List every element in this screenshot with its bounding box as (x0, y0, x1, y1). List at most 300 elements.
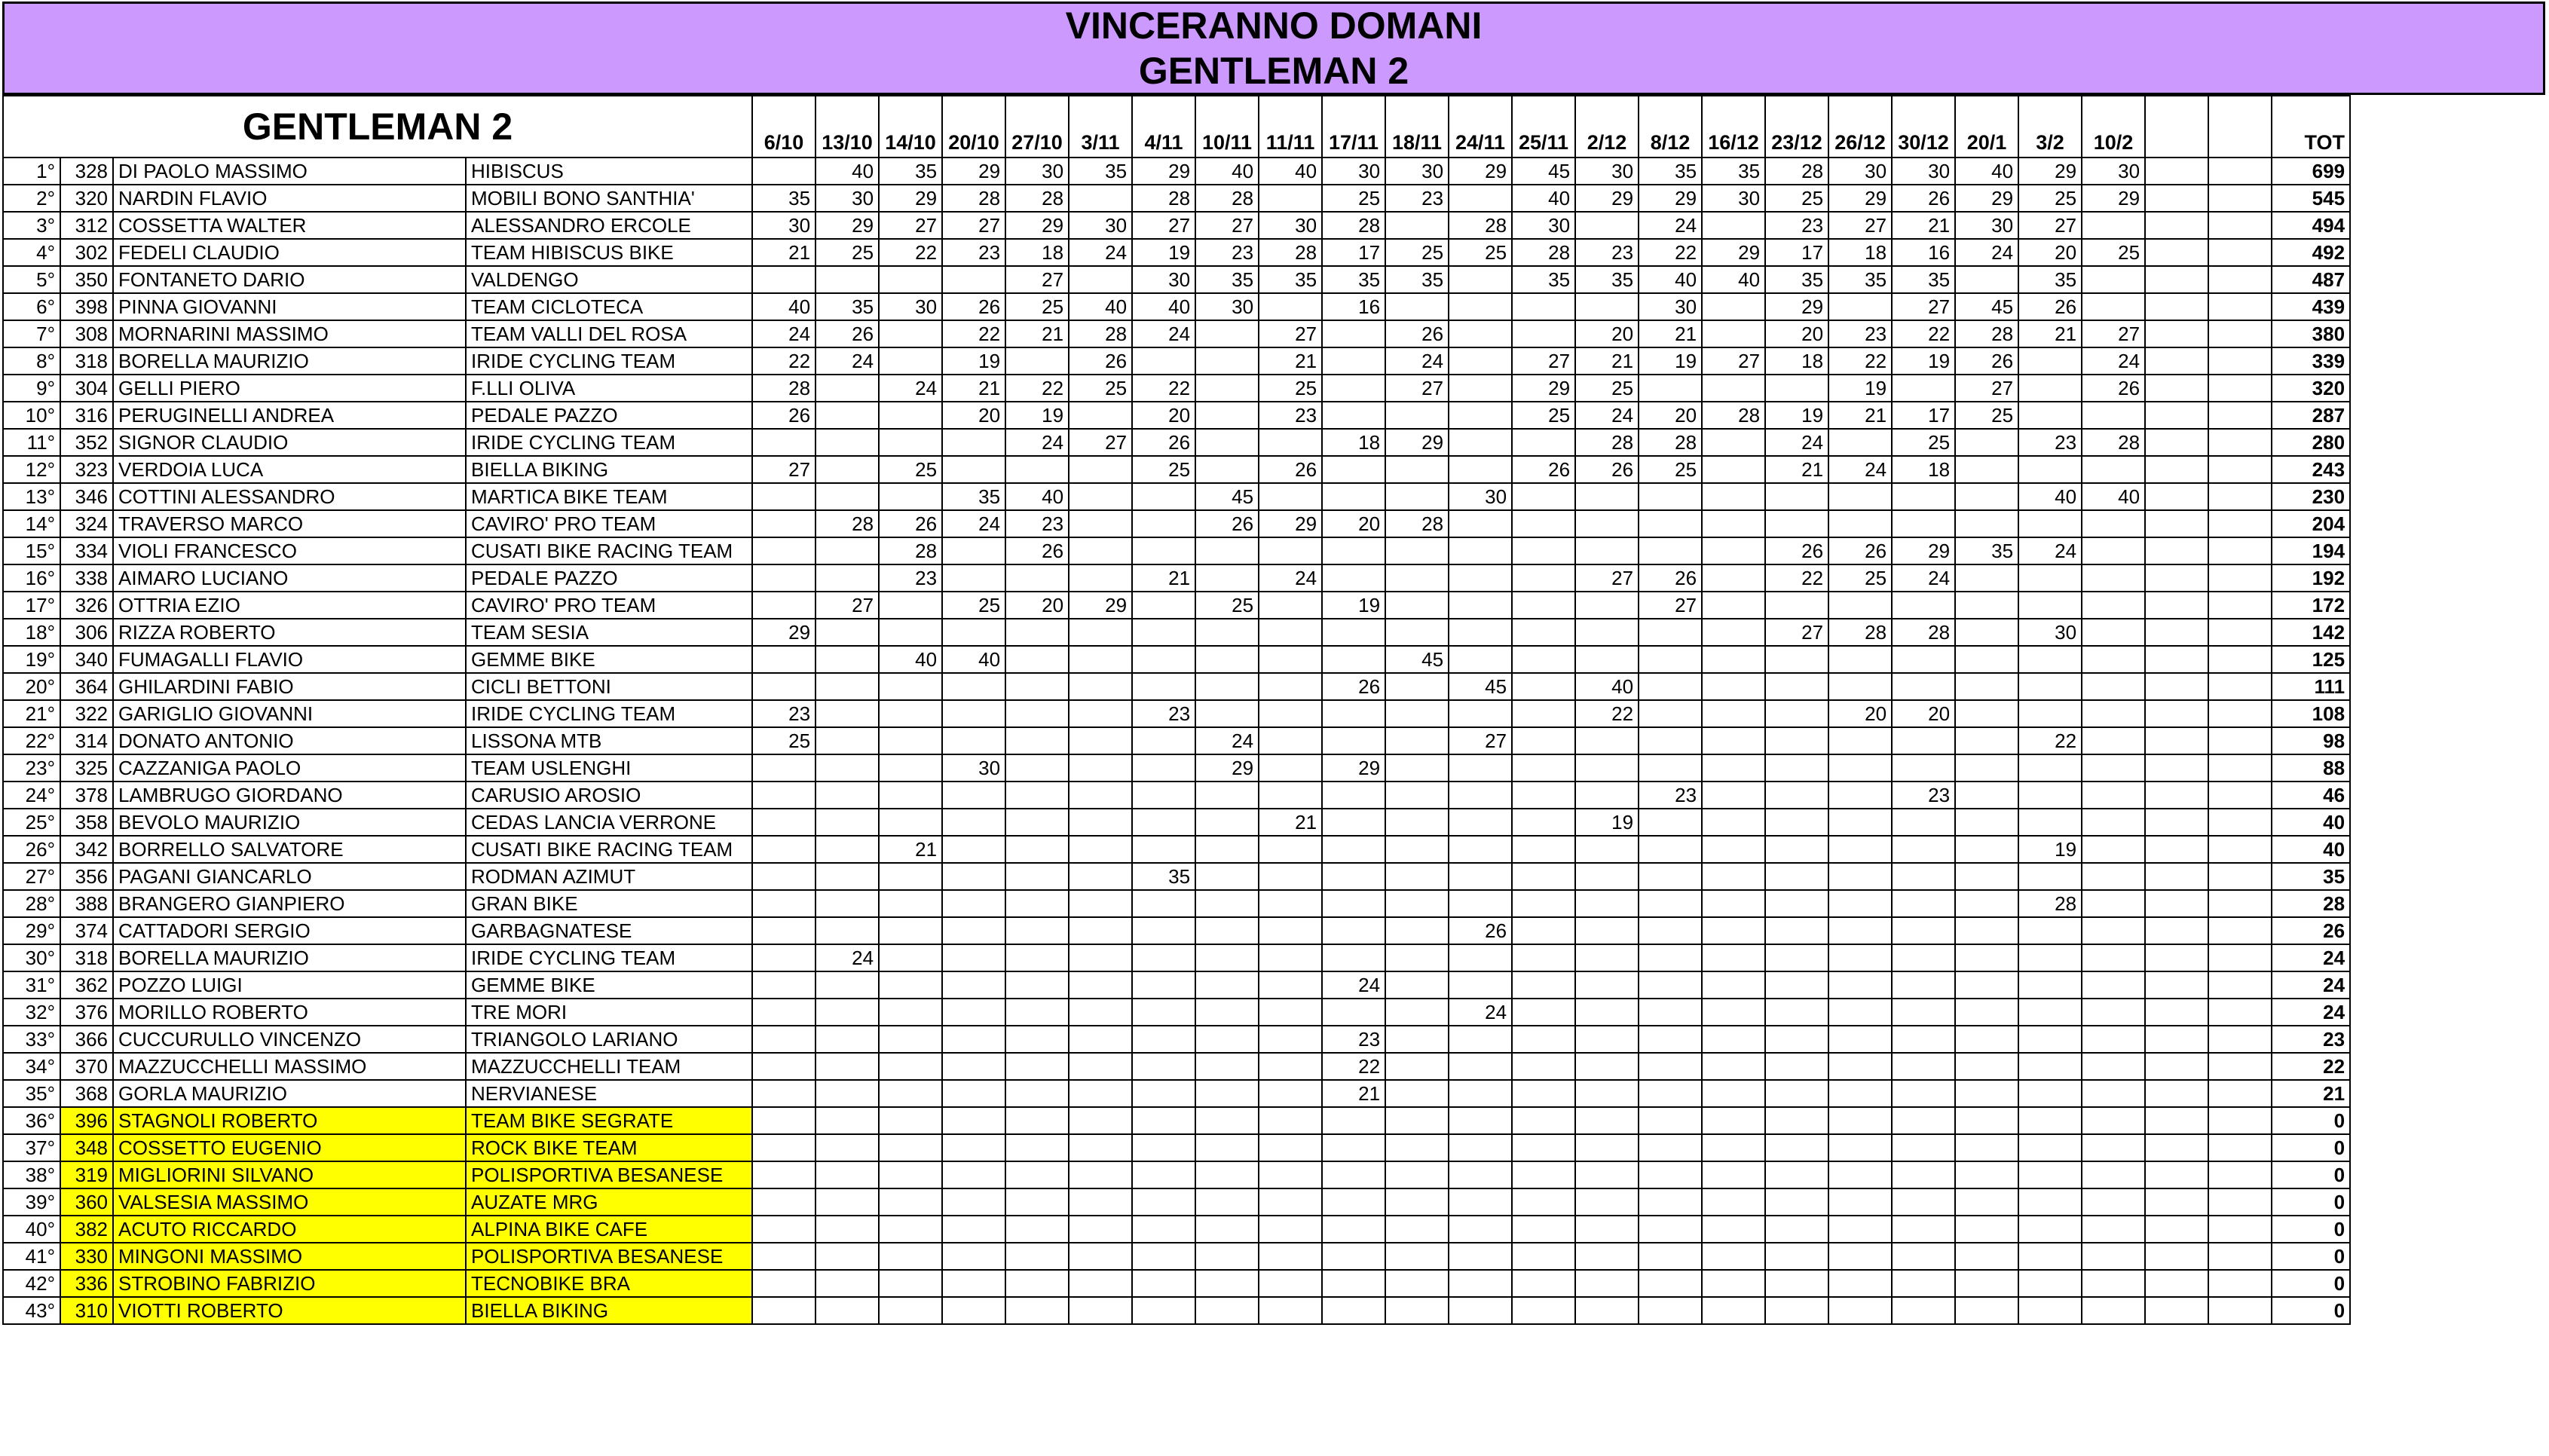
score-cell: 26 (942, 293, 1005, 320)
bib-number-cell: 378 (60, 782, 113, 809)
score-cell: 40 (1005, 483, 1069, 510)
score-cell (752, 754, 815, 782)
rank-cell: 13° (3, 483, 60, 510)
score-cell (2082, 782, 2145, 809)
score-cell: 23 (2018, 429, 2082, 456)
score-cell (1259, 619, 1322, 646)
score-cell (2208, 809, 2272, 836)
score-cell (1575, 1026, 1639, 1053)
score-cell (1512, 1080, 1575, 1107)
team-cell: CEDAS LANCIA VERRONE (466, 809, 752, 836)
team-cell: ALPINA BIKE CAFE (466, 1216, 752, 1243)
score-cell (2208, 592, 2272, 619)
score-cell (815, 1026, 879, 1053)
standings-body (3, 158, 2350, 1324)
score-cell (1385, 999, 1449, 1026)
score-cell (1195, 944, 1259, 971)
score-cell (1069, 809, 1132, 836)
score-cell (1449, 320, 1512, 347)
date-header: 6/10 (752, 96, 815, 158)
score-cell (1195, 1270, 1259, 1297)
score-cell (879, 944, 942, 971)
date-header: 14/10 (879, 96, 942, 158)
score-cell: 27 (1639, 592, 1702, 619)
score-cell (1892, 1297, 1955, 1324)
score-cell (2018, 1134, 2082, 1161)
score-cell: 40 (2082, 483, 2145, 510)
score-cell (1259, 1297, 1322, 1324)
score-cell (2082, 402, 2145, 429)
score-cell (1765, 999, 1828, 1026)
score-cell (1449, 1161, 1512, 1188)
score-cell: 19 (1639, 347, 1702, 375)
score-cell (2082, 1107, 2145, 1134)
score-cell (2082, 619, 2145, 646)
score-cell (1702, 1297, 1765, 1324)
bib-number-cell: 370 (60, 1053, 113, 1080)
score-cell: 24 (1828, 456, 1892, 483)
score-cell: 25 (1385, 239, 1449, 266)
bib-number-cell: 302 (60, 239, 113, 266)
score-cell (1512, 836, 1575, 863)
score-cell: 26 (1259, 456, 1322, 483)
rank-cell: 23° (3, 754, 60, 782)
score-cell (752, 890, 815, 917)
team-cell: TEAM SESIA (466, 619, 752, 646)
score-cell (1892, 1026, 1955, 1053)
score-cell (2082, 1161, 2145, 1188)
score-cell: 17 (1765, 239, 1828, 266)
score-cell: 20 (1005, 592, 1069, 619)
score-cell (1449, 293, 1512, 320)
score-cell: 26 (1322, 673, 1385, 700)
score-cell: 30 (2082, 158, 2145, 185)
score-cell (1702, 375, 1765, 402)
rank-cell: 14° (3, 510, 60, 537)
table-row (3, 1297, 2350, 1324)
score-cell: 27 (1892, 293, 1955, 320)
score-cell (1575, 1216, 1639, 1243)
rider-name-cell: VIOLI FRANCESCO (113, 537, 466, 564)
score-cell: 35 (1132, 863, 1195, 890)
score-cell (1449, 510, 1512, 537)
score-cell (1702, 320, 1765, 347)
score-cell: 21 (879, 836, 942, 863)
total-cell: 111 (2272, 673, 2350, 700)
score-cell (1512, 646, 1575, 673)
score-cell (1385, 564, 1449, 592)
date-header: 30/12 (1892, 96, 1955, 158)
score-cell (1955, 971, 2018, 999)
score-cell (1639, 999, 1702, 1026)
score-cell (879, 1080, 942, 1107)
score-cell: 28 (1639, 429, 1702, 456)
score-cell (1892, 1053, 1955, 1080)
bib-number-cell: 325 (60, 754, 113, 782)
score-cell (1385, 619, 1449, 646)
score-cell: 23 (1575, 239, 1639, 266)
score-cell (1955, 1161, 2018, 1188)
score-cell: 35 (1385, 266, 1449, 293)
score-cell (1575, 1161, 1639, 1188)
score-cell (1575, 1297, 1639, 1324)
team-cell: IRIDE CYCLING TEAM (466, 700, 752, 727)
rider-name-cell: POZZO LUIGI (113, 971, 466, 999)
score-cell (2018, 1161, 2082, 1188)
score-cell (1132, 537, 1195, 564)
score-cell: 23 (1385, 185, 1449, 212)
rider-name-cell: MAZZUCCHELLI MASSIMO (113, 1053, 466, 1080)
score-cell: 40 (1512, 185, 1575, 212)
score-cell (1639, 1216, 1702, 1243)
score-cell: 28 (1005, 185, 1069, 212)
score-cell: 30 (1259, 212, 1322, 239)
score-cell (1449, 890, 1512, 917)
score-cell (1195, 1297, 1259, 1324)
score-cell (879, 592, 942, 619)
score-cell: 19 (1828, 375, 1892, 402)
score-cell: 29 (1322, 754, 1385, 782)
rider-name-cell: AIMARO LUCIANO (113, 564, 466, 592)
score-cell (1892, 1080, 1955, 1107)
score-cell: 25 (1005, 293, 1069, 320)
total-cell: 24 (2272, 999, 2350, 1026)
bib-number-cell: 352 (60, 429, 113, 456)
bib-number-cell: 366 (60, 1026, 113, 1053)
score-cell (1322, 1270, 1385, 1297)
score-cell (2145, 429, 2208, 456)
score-cell (879, 1161, 942, 1188)
score-cell: 29 (1892, 537, 1955, 564)
table-row (3, 537, 2350, 564)
score-cell (1069, 1134, 1132, 1161)
score-cell (2208, 619, 2272, 646)
score-cell (1449, 1297, 1512, 1324)
score-cell: 23 (1765, 212, 1828, 239)
score-cell (2145, 700, 2208, 727)
score-cell (1575, 999, 1639, 1026)
rank-cell: 36° (3, 1107, 60, 1134)
score-cell (1132, 1053, 1195, 1080)
score-cell (879, 754, 942, 782)
score-cell: 27 (1385, 375, 1449, 402)
score-cell: 25 (2018, 185, 2082, 212)
score-cell (815, 564, 879, 592)
score-cell (1892, 944, 1955, 971)
score-cell (1449, 537, 1512, 564)
score-cell: 26 (1575, 456, 1639, 483)
score-cell: 27 (1512, 347, 1575, 375)
score-cell: 25 (1955, 402, 2018, 429)
team-cell: TRIANGOLO LARIANO (466, 1026, 752, 1053)
score-cell: 23 (1639, 782, 1702, 809)
score-cell: 23 (1259, 402, 1322, 429)
table-row (3, 1161, 2350, 1188)
score-cell (1955, 1188, 2018, 1216)
total-cell: 0 (2272, 1161, 2350, 1188)
score-cell (1702, 727, 1765, 754)
score-cell (2208, 1161, 2272, 1188)
score-cell: 24 (1195, 727, 1259, 754)
score-cell (879, 429, 942, 456)
table-row (3, 999, 2350, 1026)
score-cell (1639, 1053, 1702, 1080)
score-cell (2208, 1243, 2272, 1270)
score-cell: 28 (1575, 429, 1639, 456)
total-cell: 0 (2272, 1297, 2350, 1324)
score-cell (1828, 429, 1892, 456)
score-cell (1132, 1243, 1195, 1270)
score-cell: 35 (1702, 158, 1765, 185)
score-cell: 35 (1322, 266, 1385, 293)
score-cell (2145, 999, 2208, 1026)
score-cell (1385, 1053, 1449, 1080)
bib-number-cell: 312 (60, 212, 113, 239)
score-cell: 25 (1575, 375, 1639, 402)
score-cell: 20 (2018, 239, 2082, 266)
score-cell (1512, 537, 1575, 564)
score-cell: 24 (2082, 347, 2145, 375)
table-row (3, 239, 2350, 266)
rank-cell: 41° (3, 1243, 60, 1270)
score-cell: 45 (1955, 293, 2018, 320)
score-cell (1828, 1026, 1892, 1053)
score-cell (2082, 266, 2145, 293)
score-cell: 30 (1892, 158, 1955, 185)
score-cell: 28 (1195, 185, 1259, 212)
team-cell: POLISPORTIVA BESANESE (466, 1243, 752, 1270)
rank-cell: 25° (3, 809, 60, 836)
score-cell (2208, 1134, 2272, 1161)
team-cell: MARTICA BIKE TEAM (466, 483, 752, 510)
score-cell (1322, 863, 1385, 890)
bib-number-cell: 338 (60, 564, 113, 592)
score-cell: 28 (1069, 320, 1132, 347)
score-cell: 26 (2018, 293, 2082, 320)
score-cell (1005, 1216, 1069, 1243)
score-cell (1069, 1270, 1132, 1297)
score-cell (1828, 1134, 1892, 1161)
score-cell: 30 (1322, 158, 1385, 185)
score-cell: 26 (1765, 537, 1828, 564)
score-cell (1828, 863, 1892, 890)
team-cell: VALDENGO (466, 266, 752, 293)
score-cell (879, 999, 942, 1026)
score-cell (1765, 700, 1828, 727)
score-cell (1005, 782, 1069, 809)
score-cell (1955, 863, 2018, 890)
score-cell (1259, 1026, 1322, 1053)
score-cell (1512, 1053, 1575, 1080)
score-cell (1069, 185, 1132, 212)
score-cell: 30 (1575, 158, 1639, 185)
bib-number-cell: 306 (60, 619, 113, 646)
score-cell (2018, 456, 2082, 483)
score-cell (2145, 1053, 2208, 1080)
table-row (3, 212, 2350, 239)
team-cell: TRE MORI (466, 999, 752, 1026)
score-cell (1069, 1188, 1132, 1216)
rider-name-cell: VIOTTI ROBERTO (113, 1297, 466, 1324)
score-cell (2018, 999, 2082, 1026)
score-cell: 35 (1195, 266, 1259, 293)
score-cell: 30 (752, 212, 815, 239)
score-cell (1955, 673, 2018, 700)
score-cell (1639, 727, 1702, 754)
score-cell (942, 944, 1005, 971)
team-cell: IRIDE CYCLING TEAM (466, 347, 752, 375)
score-cell: 28 (1259, 239, 1322, 266)
score-cell (2018, 1297, 2082, 1324)
score-cell (1132, 1026, 1195, 1053)
bib-number-cell: 323 (60, 456, 113, 483)
bib-number-cell: 340 (60, 646, 113, 673)
bib-number-cell: 310 (60, 1297, 113, 1324)
score-cell (2082, 592, 2145, 619)
score-cell (1069, 1297, 1132, 1324)
score-cell (1512, 1134, 1575, 1161)
score-cell (1195, 700, 1259, 727)
score-cell (1702, 700, 1765, 727)
rider-name-cell: VALSESIA MASSIMO (113, 1188, 466, 1216)
score-cell: 24 (1069, 239, 1132, 266)
score-cell (1449, 1216, 1512, 1243)
score-cell: 30 (1639, 293, 1702, 320)
score-cell (2145, 185, 2208, 212)
score-cell (1702, 1243, 1765, 1270)
score-cell (879, 1188, 942, 1216)
score-cell (1132, 1161, 1195, 1188)
score-cell: 22 (1828, 347, 1892, 375)
rank-cell: 35° (3, 1080, 60, 1107)
score-cell (815, 1188, 879, 1216)
score-cell (1259, 754, 1322, 782)
score-cell (2208, 1026, 2272, 1053)
score-cell (1512, 1161, 1575, 1188)
bib-number-cell: 398 (60, 293, 113, 320)
score-cell: 24 (1259, 564, 1322, 592)
score-cell (815, 429, 879, 456)
score-cell (815, 375, 879, 402)
score-cell (1575, 1080, 1639, 1107)
score-cell (1955, 1134, 2018, 1161)
score-cell (1385, 1216, 1449, 1243)
score-cell (1005, 890, 1069, 917)
score-cell (1069, 1243, 1132, 1270)
score-cell (1322, 1216, 1385, 1243)
score-cell (1322, 1107, 1385, 1134)
rider-name-cell: PERUGINELLI ANDREA (113, 402, 466, 429)
score-cell (2145, 1080, 2208, 1107)
score-cell (1259, 944, 1322, 971)
score-cell (752, 564, 815, 592)
score-cell (1132, 646, 1195, 673)
score-cell (1069, 1216, 1132, 1243)
total-cell: 230 (2272, 483, 2350, 510)
score-cell: 22 (1892, 320, 1955, 347)
score-cell (1322, 646, 1385, 673)
table-row (3, 375, 2350, 402)
score-cell (1259, 1080, 1322, 1107)
score-cell (1575, 483, 1639, 510)
score-cell: 28 (1765, 158, 1828, 185)
score-cell: 24 (879, 375, 942, 402)
score-cell (1385, 809, 1449, 836)
table-row (3, 293, 2350, 320)
score-cell: 23 (1005, 510, 1069, 537)
score-cell: 20 (942, 402, 1005, 429)
score-cell: 28 (815, 510, 879, 537)
score-cell (1449, 1243, 1512, 1270)
score-cell: 29 (2082, 185, 2145, 212)
score-cell (1639, 836, 1702, 863)
score-cell: 23 (1132, 700, 1195, 727)
score-cell (1639, 863, 1702, 890)
score-cell (1512, 1026, 1575, 1053)
rider-name-cell: STROBINO FABRIZIO (113, 1270, 466, 1297)
score-cell: 24 (1449, 999, 1512, 1026)
score-cell (2208, 727, 2272, 754)
score-cell: 21 (1828, 402, 1892, 429)
date-header: 13/10 (815, 96, 879, 158)
score-cell (1765, 646, 1828, 673)
score-cell (1005, 1134, 1069, 1161)
score-cell (1322, 809, 1385, 836)
score-cell (1892, 890, 1955, 917)
rider-name-cell: RIZZA ROBERTO (113, 619, 466, 646)
score-cell: 20 (1132, 402, 1195, 429)
score-cell (1892, 971, 1955, 999)
total-cell: 28 (2272, 890, 2350, 917)
score-cell: 35 (1828, 266, 1892, 293)
score-cell (1259, 293, 1322, 320)
rider-name-cell: COSSETTA WALTER (113, 212, 466, 239)
team-cell: F.LLI OLIVA (466, 375, 752, 402)
total-cell: 0 (2272, 1107, 2350, 1134)
score-cell (1765, 1161, 1828, 1188)
rider-name-cell: DI PAOLO MASSIMO (113, 158, 466, 185)
score-cell (1765, 1243, 1828, 1270)
score-cell (942, 863, 1005, 890)
score-cell (1702, 483, 1765, 510)
rider-name-cell: COTTINI ALESSANDRO (113, 483, 466, 510)
table-title: GENTLEMAN 2 (3, 96, 752, 158)
table-row (3, 1270, 2350, 1297)
rider-name-cell: MINGONI MASSIMO (113, 1243, 466, 1270)
score-cell (1259, 700, 1322, 727)
team-cell: TEAM CICLOTECA (466, 293, 752, 320)
score-cell (1702, 782, 1765, 809)
rider-name-cell: CATTADORI SERGIO (113, 917, 466, 944)
score-cell (879, 1216, 942, 1243)
score-cell (2145, 510, 2208, 537)
score-cell (1069, 917, 1132, 944)
score-cell: 16 (1322, 293, 1385, 320)
score-cell (1892, 809, 1955, 836)
score-cell (942, 999, 1005, 1026)
score-cell (2082, 754, 2145, 782)
date-header (2145, 96, 2208, 158)
score-cell: 23 (879, 564, 942, 592)
score-cell: 24 (1385, 347, 1449, 375)
score-cell: 40 (1069, 293, 1132, 320)
score-cell (2018, 944, 2082, 971)
score-cell (1195, 1053, 1259, 1080)
score-cell (942, 782, 1005, 809)
score-cell: 24 (1892, 564, 1955, 592)
score-cell (1639, 375, 1702, 402)
score-cell (1765, 727, 1828, 754)
